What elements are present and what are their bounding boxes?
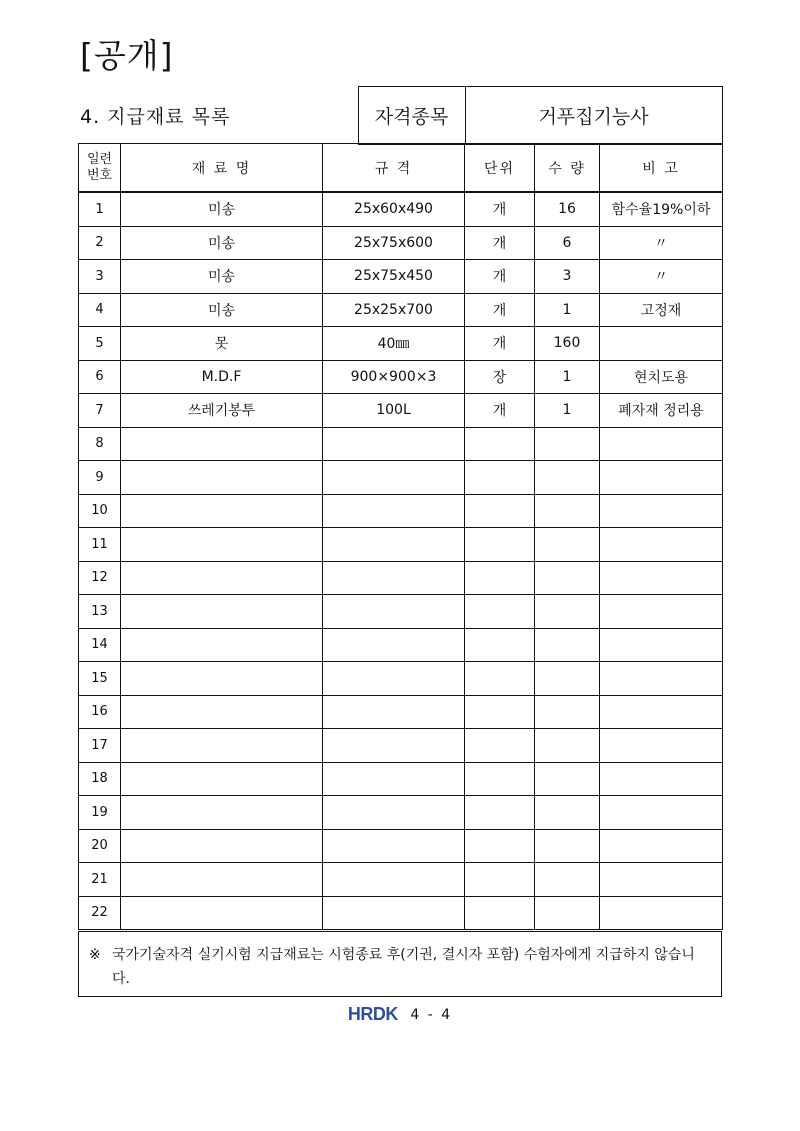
table-cell xyxy=(465,863,535,897)
table-cell: 현치도용 xyxy=(600,360,723,394)
table-cell xyxy=(535,561,600,595)
table-cell: 개 xyxy=(465,260,535,294)
table-row xyxy=(79,360,723,394)
table-cell: 〃 xyxy=(600,226,723,260)
table-cell xyxy=(600,628,723,662)
table-cell xyxy=(535,896,600,930)
table-cell xyxy=(465,695,535,729)
table-cell xyxy=(535,494,600,528)
table-cell xyxy=(535,662,600,696)
table-cell: 고정재 xyxy=(600,293,723,327)
table-row xyxy=(79,327,723,361)
table-cell xyxy=(121,662,323,696)
table-cell xyxy=(535,427,600,461)
qualification-value: 거푸집기능사 xyxy=(465,87,722,145)
table-cell xyxy=(535,863,600,897)
table-cell: 미송 xyxy=(121,293,323,327)
table-cell: 미송 xyxy=(121,192,323,226)
table-cell: 14 xyxy=(79,628,121,662)
table-cell xyxy=(323,829,465,863)
table-cell: 2 xyxy=(79,226,121,260)
document-header xyxy=(78,86,723,145)
table-cell: 18 xyxy=(79,762,121,796)
table-cell xyxy=(323,762,465,796)
table-cell xyxy=(535,695,600,729)
column-header: 수 량 xyxy=(535,144,600,193)
table-cell xyxy=(323,561,465,595)
table-row xyxy=(79,829,723,863)
table-cell: M.D.F xyxy=(121,360,323,394)
table-cell: 11 xyxy=(79,528,121,562)
table-cell: 13 xyxy=(79,595,121,629)
table-cell xyxy=(600,863,723,897)
table-cell xyxy=(600,662,723,696)
table-row xyxy=(79,662,723,696)
table-row xyxy=(79,863,723,897)
table-row xyxy=(79,729,723,763)
table-cell xyxy=(465,729,535,763)
table-cell xyxy=(465,762,535,796)
table-cell: 개 xyxy=(465,192,535,226)
table-cell xyxy=(121,528,323,562)
table-cell: 16 xyxy=(79,695,121,729)
table-cell xyxy=(323,427,465,461)
table-row xyxy=(79,796,723,830)
table-cell xyxy=(323,461,465,495)
table-cell: 5 xyxy=(79,327,121,361)
table-cell xyxy=(121,628,323,662)
table-cell xyxy=(323,729,465,763)
table-cell xyxy=(465,896,535,930)
table-cell xyxy=(465,528,535,562)
table-cell xyxy=(121,494,323,528)
table-cell xyxy=(600,896,723,930)
column-header: 규 격 xyxy=(323,144,465,193)
table-cell: 못 xyxy=(121,327,323,361)
table-cell xyxy=(535,628,600,662)
table-cell xyxy=(535,829,600,863)
table-row xyxy=(79,226,723,260)
table-cell xyxy=(465,561,535,595)
table-row xyxy=(79,595,723,629)
table-cell xyxy=(465,595,535,629)
table-row xyxy=(79,293,723,327)
table-cell xyxy=(465,829,535,863)
table-cell: 25x75x600 xyxy=(323,226,465,260)
section-title: 4. 지급재료 목록 xyxy=(80,106,231,128)
table-cell xyxy=(323,595,465,629)
public-stamp: [공개] xyxy=(80,36,174,75)
table-cell: 쓰레기봉투 xyxy=(121,394,323,428)
table-cell xyxy=(121,829,323,863)
table-row xyxy=(79,192,723,226)
table-cell xyxy=(600,461,723,495)
column-header: 재 료 명 xyxy=(121,144,323,193)
table-cell: 9 xyxy=(79,461,121,495)
table-cell xyxy=(535,762,600,796)
table-cell xyxy=(121,561,323,595)
table-cell xyxy=(121,427,323,461)
table-cell: 25x75x450 xyxy=(323,260,465,294)
table-cell: 22 xyxy=(79,896,121,930)
table-cell xyxy=(121,796,323,830)
table-cell: 미송 xyxy=(121,260,323,294)
table-cell xyxy=(600,762,723,796)
table-cell: 15 xyxy=(79,662,121,696)
table-cell xyxy=(535,796,600,830)
table-row xyxy=(79,427,723,461)
table-row xyxy=(79,394,723,428)
table-cell xyxy=(323,662,465,696)
table-cell: 21 xyxy=(79,863,121,897)
table-cell: 7 xyxy=(79,394,121,428)
table-row xyxy=(79,762,723,796)
table-cell: 25x60x490 xyxy=(323,192,465,226)
table-cell xyxy=(465,494,535,528)
table-cell: 1 xyxy=(535,293,600,327)
table-cell: 12 xyxy=(79,561,121,595)
table-cell: 25x25x700 xyxy=(323,293,465,327)
table-cell: 19 xyxy=(79,796,121,830)
table-cell: 폐자재 정리용 xyxy=(600,394,723,428)
table-header-row xyxy=(79,144,723,193)
table-cell: 개 xyxy=(465,293,535,327)
page-number: 4 - 4 xyxy=(410,1006,453,1023)
table-cell xyxy=(323,628,465,662)
table-cell: 16 xyxy=(535,192,600,226)
table-cell xyxy=(323,494,465,528)
table-cell: 1 xyxy=(535,360,600,394)
table-cell: 40㎜ xyxy=(323,327,465,361)
table-cell: 17 xyxy=(79,729,121,763)
table-cell xyxy=(323,796,465,830)
table-row xyxy=(79,896,723,930)
table-cell xyxy=(121,729,323,763)
table-cell xyxy=(535,528,600,562)
table-cell: 개 xyxy=(465,394,535,428)
table-cell: 〃 xyxy=(600,260,723,294)
table-cell: 장 xyxy=(465,360,535,394)
table-cell xyxy=(600,528,723,562)
table-cell xyxy=(600,695,723,729)
table-cell xyxy=(600,595,723,629)
table-row xyxy=(79,260,723,294)
table-cell xyxy=(465,427,535,461)
column-header: 일련 번호 xyxy=(79,144,121,193)
table-cell: 4 xyxy=(79,293,121,327)
table-row xyxy=(79,628,723,662)
hrdk-logo: HRDK xyxy=(347,1004,398,1024)
table-cell xyxy=(121,461,323,495)
table-cell xyxy=(535,461,600,495)
table-cell xyxy=(121,762,323,796)
table-cell: 개 xyxy=(465,327,535,361)
table-cell xyxy=(121,695,323,729)
table-cell xyxy=(323,528,465,562)
column-header: 단위 xyxy=(465,144,535,193)
table-cell xyxy=(323,863,465,897)
materials-table xyxy=(78,143,723,930)
table-cell xyxy=(121,863,323,897)
table-cell: 20 xyxy=(79,829,121,863)
table-cell: 900×900×3 xyxy=(323,360,465,394)
table-cell xyxy=(465,461,535,495)
table-cell: 10 xyxy=(79,494,121,528)
table-cell: 6 xyxy=(535,226,600,260)
table-cell: 1 xyxy=(79,192,121,226)
table-cell xyxy=(535,595,600,629)
notice-box xyxy=(78,931,722,997)
notice-text: 국가기술자격 실기시험 지급재료는 시험종료 후(기권, 결시자 포함) 수험자에게 지급하지 않습니다. xyxy=(112,947,695,987)
table-cell: 3 xyxy=(79,260,121,294)
column-header: 비 고 xyxy=(600,144,723,193)
table-cell xyxy=(600,494,723,528)
table-cell xyxy=(535,729,600,763)
table-cell xyxy=(600,729,723,763)
table-cell: 160 xyxy=(535,327,600,361)
table-cell: 함수율19%이하 xyxy=(600,192,723,226)
table-cell xyxy=(600,327,723,361)
table-cell xyxy=(323,695,465,729)
table-cell xyxy=(465,662,535,696)
table-body xyxy=(79,192,723,930)
table-cell xyxy=(121,595,323,629)
table-cell xyxy=(600,829,723,863)
table-cell: 1 xyxy=(535,394,600,428)
table-cell: 8 xyxy=(79,427,121,461)
table-row xyxy=(79,461,723,495)
table-row xyxy=(79,695,723,729)
table-cell: 미송 xyxy=(121,226,323,260)
table-row xyxy=(79,494,723,528)
table-cell xyxy=(600,796,723,830)
table-cell: 6 xyxy=(79,360,121,394)
table-cell xyxy=(600,427,723,461)
page-footer xyxy=(0,1004,800,1025)
table-cell xyxy=(121,896,323,930)
table-cell xyxy=(323,896,465,930)
reference-mark: ※ xyxy=(89,947,101,963)
table-cell xyxy=(465,796,535,830)
table-cell xyxy=(465,628,535,662)
table-cell: 100L xyxy=(323,394,465,428)
table-cell xyxy=(600,561,723,595)
qualification-label: 자격종목 xyxy=(358,87,465,145)
table-row xyxy=(79,561,723,595)
table-row xyxy=(79,528,723,562)
table-cell: 3 xyxy=(535,260,600,294)
table-cell: 개 xyxy=(465,226,535,260)
